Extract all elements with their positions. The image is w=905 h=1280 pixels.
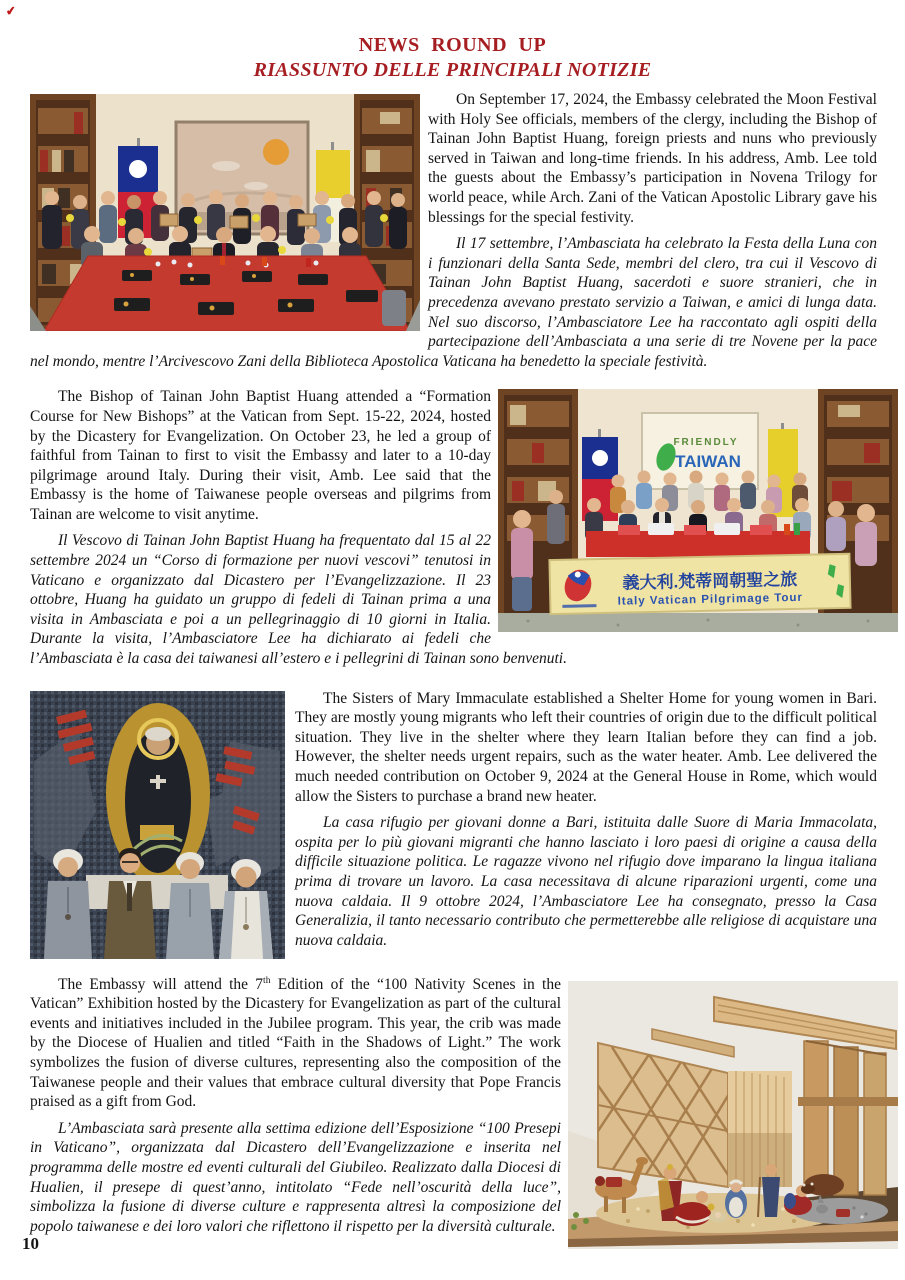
page-title: NEWS ROUND UP [358,34,547,56]
pilgrimage-photo [498,389,898,632]
nativity-crib-photo [568,981,898,1249]
banquet-table [44,256,410,331]
sisters-mosaic-photo [30,691,285,959]
moon-festival-english-paragraph: On September 17, 2024, the Embassy celebrated the Moon Festival with Holy See officials, members of the clergy, including the Bishop of Tainan John Baptist Huang, foreign priests and nuns who previously served in Taiwan and long-time friends. In his address, Amb. Lee told the guests about the Embassy’s participation in Novena Trilogy for world peace, while Arch. Zani of the Vatican Apostolic Library gave his blessings for the special festivity. [428,91,877,226]
ordinal-superscript: th [263,974,271,986]
moon-festival-photo [30,94,420,331]
sisters-italian-paragraph: La casa rifugio per giovani donne a Bari, istituita dalle Suore di Maria Immacolata, ospita per lo più giovani migranti che hanno lasciato i loro paesi di origine a causa della difficile situazione politica. Le ragazze vivono nel rifugio dove imparano la lingua italiana prima di trovare un lavoro. La casa necessitava di alcune riparazioni urgenti, come una nuova caldaia. Il 9 ottobre 2024, l’Ambasciatore Lee ha consegnato, presso la Casa Generalizia, il tanto necessario contributo che permetterebbe alle religiose di acquistare una nuova caldaia. [295,814,877,949]
section-nativity [0,975,905,1253]
pilgrimage-italian-paragraph: Il Vescovo di Tainan John Baptist Huang ha frequentato dal 15 al 22 settembre 2024 un “Corso di formazione per nuovi vescovi” tenutosi in Vaticano e organizzato dal Dicastero per l’Evangelizzazione. Il 23 ottobre, Huang ha guidato un gruppo di fedeli di Tainan prima a una visita in Ambasciata e poi a un pellegrinaggio di 10 giorni in Italia. Durante la visita, l’Ambasciatore Lee ha dichiarato ai fedeli che l’Ambasciata è la casa dei taiwanesi all’estero e i pellegrini di Tainan sono benvenuti. [30,532,567,668]
friendly-text: FRIENDLY [673,437,739,449]
page-subtitle: RIASSUNTO DELLE PRINCIPALI NOTIZIE [253,59,652,81]
page-header [0,34,905,82]
pilgrimage-english-paragraph: The Bishop of Tainan John Baptist Huang attended a “Formation Course for New Bishops” at the Vatican from Sept. 15-22, 2024, hosted by the Dicastery for Evangelization. On October 23, he led a group of faithful from Tainan to first to visit the Embassy and later to a 10-day pilgrimage around Italy. During their visit, Amb. Lee said that the Embassy is the home of Taiwanese people overseas and pilgrims from Tainan are welcome to visit anytime. [30,388,491,523]
corner-check-mark-icon: ✔ [5,3,17,19]
section-sisters-shelter [0,689,905,963]
banner-english-text: Italy Vatican Pilgrimage Tour [617,592,804,608]
moon-festival-italian-paragraph: Il 17 settembre, l’Ambasciata ha celebrato la Festa della Luna con i funzionari della Santa Sede, membri del clero, tra cui il Vescovo di Tainan John Baptist Huang, sacerdoti e suore stranieri, che in precedenza avevano prestato servizio a Taiwan, e amici di lunga data. Nel suo discorso, l’Ambasciatore Lee ha raccontato agli ospiti della partecipazione dell’Ambasciata a una serie di tre Novene per la pace nel mondo, mentre l’Arcivescovo Zani della Biblioteca Apostolica Vaticana ha benedetto la speciale festività. [30,235,877,370]
nativity-english-text-rest: Edition of the “100 Nativity Scenes in the Vatican” Exhibition hosted by the Dicastery for Evangelization as part of the cultural events and initiatives included in the Jubilee program. This year, the crib was made by the Diocese of Hualien and titled “Faith in the Shadows of Light.” The work symbolizes the fusion of diverse cultures, representing also the composition of the Taiwanese people and their values that embrace cultural diversity that Pope Francis praised as a gift from God. [30,975,561,1111]
section-moon-festival [0,90,905,371]
page-number: 10 [22,1234,39,1253]
sisters-english-paragraph: The Sisters of Mary Immaculate established a Shelter Home for young women in Bari. They are mostly young migrants who left their countries of origin due to the difficult political situation. They live in the shelter where they learn Italian before they can find a job. However, the shelter needs urgent repairs, such as the water heater. Amb. Lee delivered the much needed contribution on October 9, 2024 at the General House in Rome, which would allow the Sisters to purchase a brand new heater. [295,689,877,805]
pilgrimage-banner [549,554,850,614]
banner-chinese-text: 義大利.梵蒂岡朝聖之旅 [622,570,798,593]
crib-figure [709,1211,727,1222]
nativity-italian-paragraph: L’Ambasciata sarà presente alla settima edizione dell’Esposizione “100 Presepi in Vaticano”, organizzata dal Dicastero dell’Evangelizzazione e inserita nel programma delle mostre ed eventi culturali del Giubileo. Realizzato dalla Diocesi di Hualien, il presepe di quest’anno, intitolato “Fede nell’oscurità della luce”, simbolizza la fusione di diverse culture e rappresenta altresì la composizione del popolo taiwanese e dei loro valori che riflettono il rispetto per la diversità culturale. [30,1119,561,1235]
section-pilgrimage [0,387,905,668]
taiwan-text: TAIWAN [675,452,741,472]
nativity-english-text-start: The Embassy will attend the 7 [58,975,264,993]
